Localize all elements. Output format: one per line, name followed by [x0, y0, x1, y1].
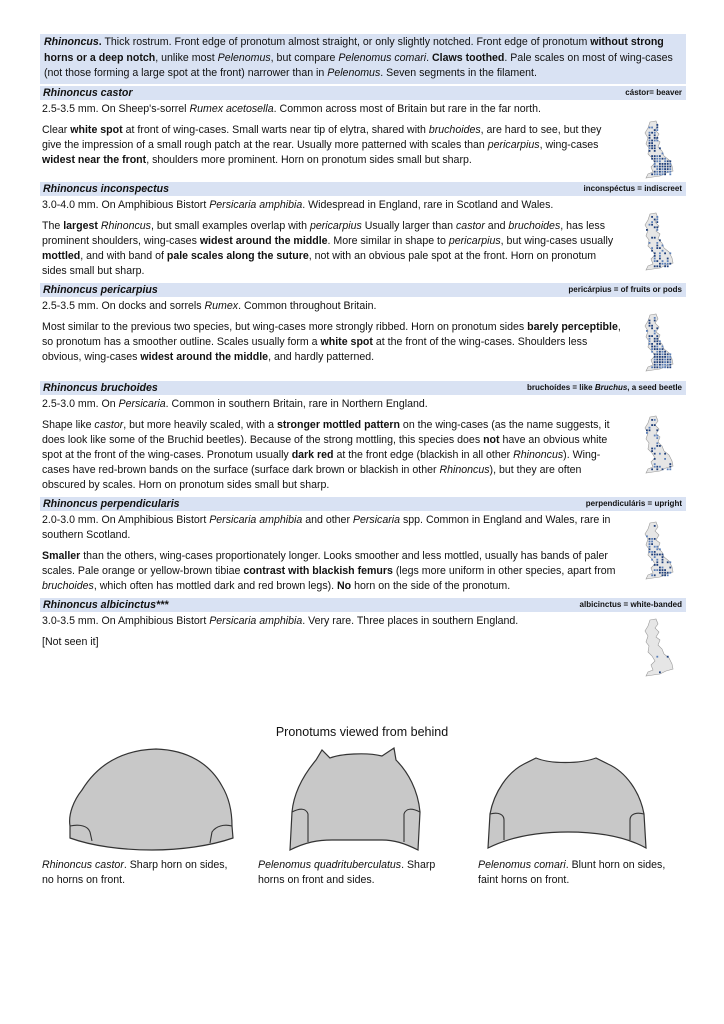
etymology: albicinctus = white-banded	[579, 599, 682, 609]
species-name: Rhinoncus perpendicularis	[43, 497, 180, 510]
size-host: 2.0-3.0 mm. On Amphibious Bistort Persicaria amphibia and other Persicaria spp. Common in England and Wales, rare in southern Scotland.	[42, 513, 611, 541]
species-block	[40, 612, 686, 678]
species-header	[40, 182, 686, 196]
species-block	[40, 100, 686, 180]
description: Smaller than the others, wing-cases proportionately longer. Looks smoother and less mottled, usually has bands of paler scales. Pale orange or yellow-brown tibiae contrast with blackish femurs (legs more uniform in other species, apart from bruchoides, which often has mottled dark and red brown legs). No horn on the side of the pronotum.	[42, 549, 616, 592]
distribution-map	[636, 618, 676, 678]
species-block	[40, 511, 686, 596]
distribution-map	[636, 212, 676, 272]
genus-intro: Rhinoncus. Thick rostrum. Front edge of pronotum almost straight, or only slightly notched. Front edge of pronotum without strong horns or a deep notch, unlike most Pelenomus, but compare Pelenomus comari. Claws toothed. Pale scales on most of wing-cases (not those forming a large spot at the front) narrower than in Pelenomus. Seven segments in the filament.	[40, 34, 686, 84]
etymology: perpendiculáris = upright	[585, 498, 682, 508]
description: Shape like castor, but more heavily scaled, with a stronger mottled pattern on the wing-cases (as the name suggests, it does look like some of the Bruchid beetles). Because of the strong mottling, this species does not have an obvious white spot at the front of the wing-cases. Pronotum usually dark red at the front edge (blackish in all other Rhinoncus). Wing-cases have red-brown bands on the surface (surface dark brown or blackish in other Rhinoncus), but they are often obscured by scales. Horn on pronotum sides small but sharp.	[42, 418, 610, 491]
caption: Pelenomus quadrituberculatus. Sharp horns on front and sides.	[258, 859, 436, 886]
species-name: Rhinoncus bruchoides	[43, 381, 158, 394]
pronotum-figure	[478, 742, 658, 857]
distribution-map	[636, 120, 676, 180]
species-block	[40, 196, 686, 281]
figure-title: Pronotums viewed from behind	[275, 725, 449, 739]
pronotum-figure	[60, 742, 240, 857]
pronotum-pelenomus-comari	[488, 758, 646, 848]
caption: Rhinoncus castor. Sharp horn on sides, no horns on front.	[42, 859, 228, 886]
size-host: 2.5-3.5 mm. On Sheep's-sorrel Rumex acetosella. Common across most of Britain but rare in the far north.	[42, 102, 541, 115]
size-host: 3.0-3.5 mm. On Amphibious Bistort Persicaria amphibia. Very rare. Three places in southern England.	[42, 614, 519, 627]
species-name: Rhinoncus pericarpius	[43, 283, 158, 296]
note: [Not seen it]	[42, 635, 99, 648]
caption: Pelenomus comari. Blunt horn on sides, faint horns on front.	[478, 859, 666, 886]
etymology: cástor= beaver	[625, 87, 682, 97]
pronotum-figure	[278, 742, 438, 862]
species-header	[40, 283, 686, 297]
distribution-map	[636, 313, 676, 373]
pronotum-rhinoncus-castor	[70, 749, 233, 850]
distribution-map	[636, 521, 676, 581]
description: Clear white spot at front of wing-cases. Small warts near tip of elytra, shared with bruchoides, are hard to see, but they give the impression of a small rough patch at the rear. Usually more patterned with scales than pericarpius, wing-cases widest near the front, shoulders more prominent. Horn on pronotum sides small but sharp.	[42, 123, 602, 166]
distribution-map	[636, 415, 676, 475]
species-header	[40, 497, 686, 511]
species-name: Rhinoncus castor	[43, 86, 133, 99]
size-host: 2.5-3.5 mm. On docks and sorrels Rumex. Common throughout Britain.	[42, 299, 377, 312]
species-block	[40, 395, 686, 495]
description: The largest Rhinoncus, but small examples overlap with pericarpius Usually larger than castor and bruchoides, has less prominent shoulders, wing-cases widest around the middle. More similar in shape to pericarpius, but wing-cases usually mottled, and with band of pale scales along the suture, not with an obvious pale spot at the front. Horn on pronotum sides small but sharp.	[42, 219, 614, 277]
species-header	[40, 86, 686, 100]
description: Most similar to the previous two species, but wing-cases more strongly ribbed. Horn on pronotum sides barely perceptible, so pronotum has a smoother outline. Scales usually form a white spot at the front of the wing-cases. Shoulders less obvious, wing-cases widest around the middle, and hardly patterned.	[42, 320, 621, 363]
etymology: bruchoídes = like Bruchus, a seed beetle	[527, 382, 682, 392]
species-header	[40, 381, 686, 395]
species-block	[40, 297, 686, 379]
size-host: 2.5-3.0 mm. On Persicaria. Common in southern Britain, rare in Northern England.	[42, 397, 428, 410]
pronotum-pelenomus-quadrituberculatus	[290, 748, 420, 850]
species-header	[40, 598, 686, 612]
etymology: inconspéctus = indiscreet	[583, 183, 682, 193]
key-page	[40, 34, 686, 678]
etymology: pericárpius = of fruits or pods	[568, 284, 682, 294]
species-name: Rhinoncus albicinctus***	[43, 598, 169, 611]
species-name: Rhinoncus inconspectus	[43, 182, 169, 195]
size-host: 3.0-4.0 mm. On Amphibious Bistort Persicaria amphibia. Widespread in England, rare in Scotland and Wales.	[42, 198, 554, 211]
